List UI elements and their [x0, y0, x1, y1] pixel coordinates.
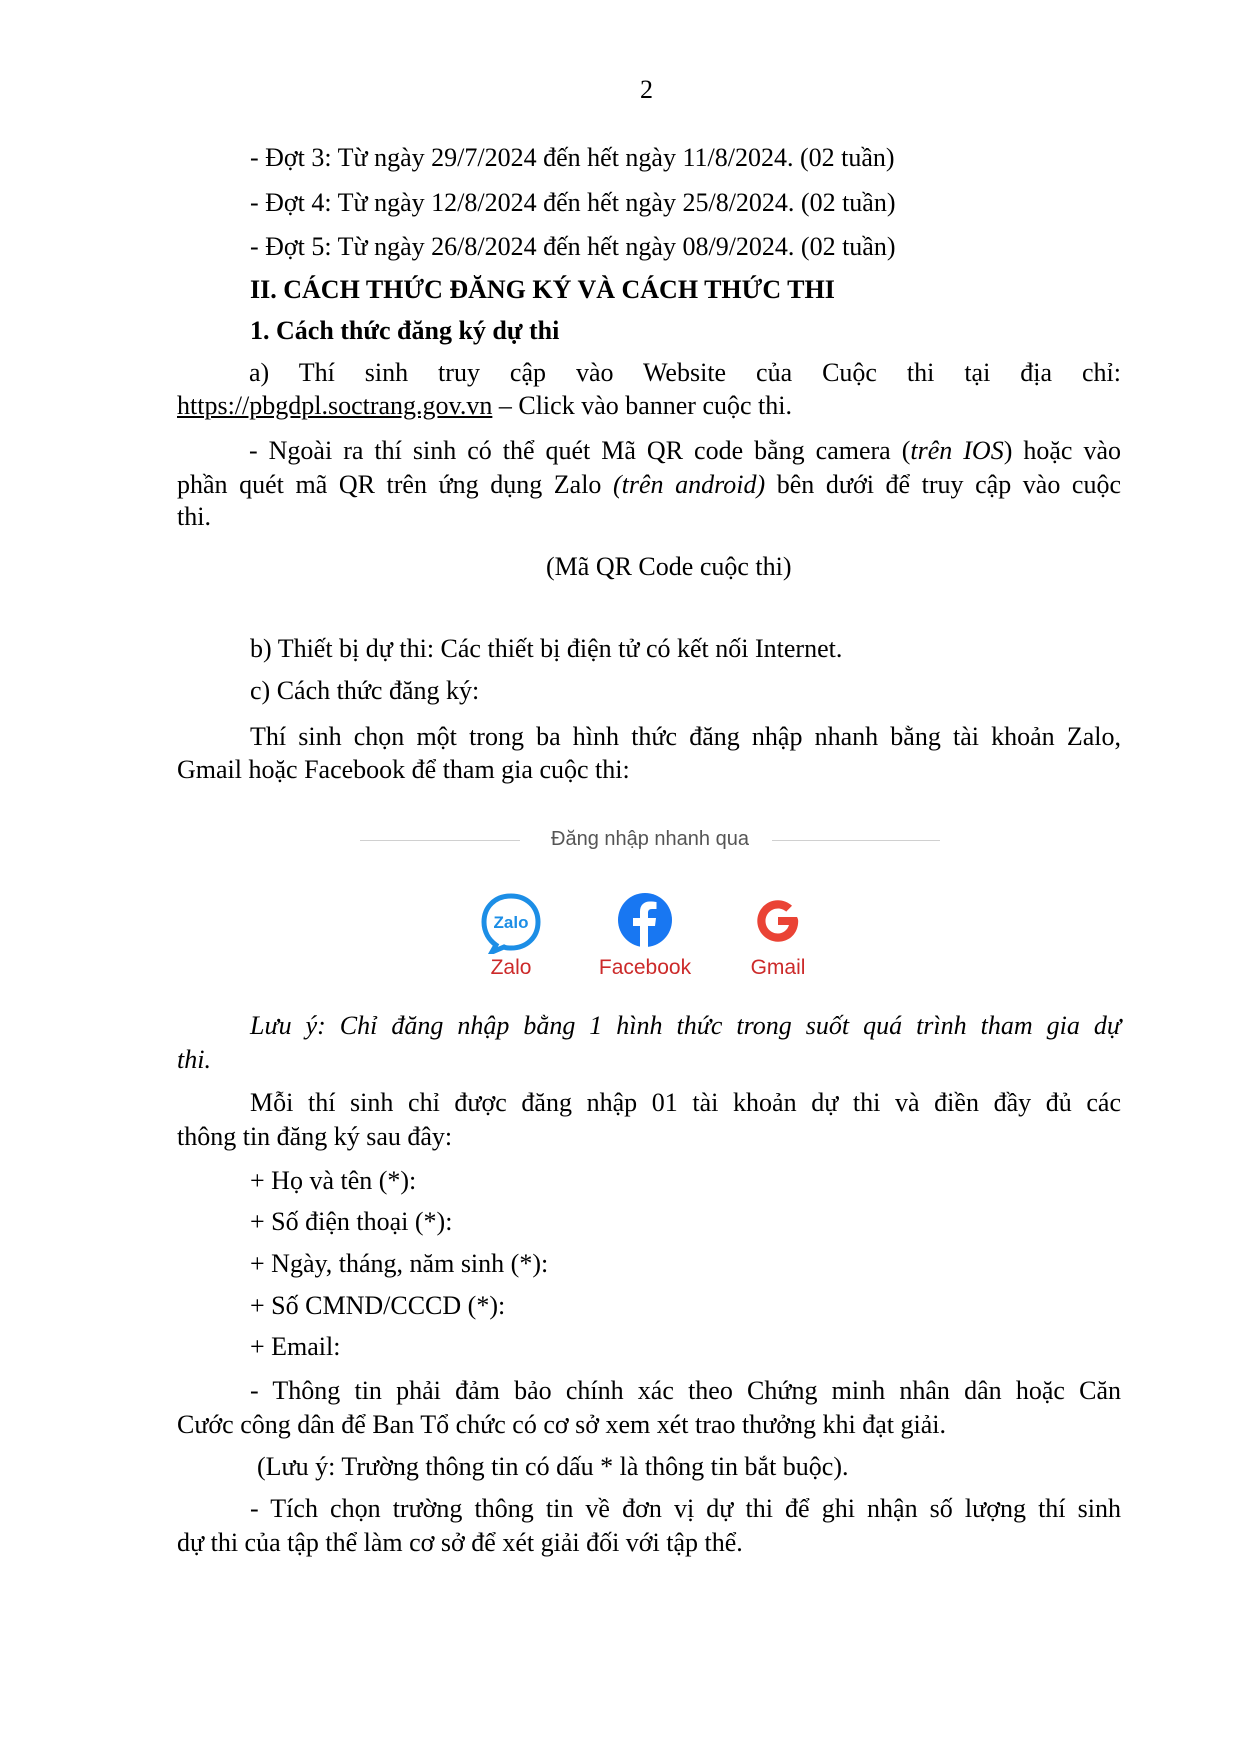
facebook-label[interactable]: Facebook — [598, 956, 692, 979]
field-email: + Email: — [250, 1332, 341, 1361]
para-a-line1: a) Thí sinh truy cập vào Website của Cuộc thi tại địa chỉ: — [249, 358, 1121, 387]
field-fullname: + Họ và tên (*): — [250, 1166, 417, 1195]
gmail-label[interactable]: Gmail — [750, 956, 806, 979]
note-login-line1: Lưu ý: Chỉ đăng nhập bằng 1 hình thức trong suốt quá trình tham gia dự — [250, 1011, 1121, 1040]
para-qr-line2: phần quét mã QR trên ứng dụng Zalo (trên android) bên dưới để truy cập vào cuộc — [177, 470, 1121, 499]
period-4: - Đợt 4: Từ ngày 12/8/2024 đến hết ngày 25/8/2024. (02 tuần) — [250, 188, 896, 217]
section-title: II. CÁCH THỨC ĐĂNG KÝ VÀ CÁCH THỨC THI — [250, 275, 835, 304]
website-link[interactable]: https://pbgdpl.soctrang.gov.vn — [177, 391, 493, 420]
para-login-line2: Gmail hoặc Facebook để tham gia cuộc thi: — [177, 755, 630, 784]
field-id-number: + Số CMND/CCCD (*): — [250, 1291, 506, 1320]
para-info-line2: Cước công dân để Ban Tổ chức có cơ sở xem xét trao thưởng khi đạt giải. — [177, 1410, 946, 1439]
quick-login-title: Đăng nhập nhanh qua — [551, 828, 749, 850]
para-c: c) Cách thức đăng ký: — [250, 676, 480, 705]
para-info-line1: - Thông tin phải đảm bảo chính xác theo Chứng minh nhân dân hoặc Căn — [250, 1376, 1121, 1405]
para-qr-line3: thi. — [177, 502, 211, 531]
para-login-line1: Thí sinh chọn một trong ba hình thức đăng nhập nhanh bằng tài khoản Zalo, — [250, 722, 1121, 751]
para-a-line2 — [177, 391, 792, 421]
para-unit-line1: - Tích chọn trường thông tin về đơn vị dự thi để ghi nhận số lượng thí sinh — [250, 1494, 1121, 1523]
para-account-line1: Mỗi thí sinh chỉ được đăng nhập 01 tài khoản dự thi và điền đầy đủ các — [250, 1088, 1121, 1117]
svg-text:Zalo: Zalo — [493, 913, 529, 932]
field-birthdate: + Ngày, tháng, năm sinh (*): — [250, 1249, 549, 1278]
page-number: 2 — [640, 75, 653, 104]
para-qr-line1: - Ngoài ra thí sinh có thể quét Mã QR code bằng camera (trên IOS) hoặc vào — [249, 436, 1121, 465]
zalo-icon[interactable] — [480, 892, 542, 954]
para-account-line2: thông tin đăng ký sau đây: — [177, 1122, 453, 1151]
quick-login-header — [360, 828, 940, 852]
period-5: - Đợt 5: Từ ngày 26/8/2024 đến hết ngày 08/9/2024. (02 tuần) — [250, 232, 896, 261]
subsection-title: 1. Cách thức đăng ký dự thi — [250, 316, 560, 345]
para-unit-line2: dự thi của tập thể làm cơ sở để xét giải đối với tập thể. — [177, 1528, 743, 1557]
para-b: b) Thiết bị dự thi: Các thiết bị điện tử có kết nối Internet. — [250, 634, 843, 663]
period-3: - Đợt 3: Từ ngày 29/7/2024 đến hết ngày 11/8/2024. (02 tuần) — [250, 143, 895, 172]
google-icon[interactable] — [752, 895, 804, 947]
note-required: (Lưu ý: Trường thông tin có dấu * là thông tin bắt buộc). — [257, 1452, 849, 1481]
zalo-label[interactable]: Zalo — [490, 956, 532, 979]
note-login-line2: thi. — [177, 1045, 211, 1074]
qr-caption: (Mã QR Code cuộc thi) — [546, 552, 792, 581]
para-a-rest: – Click vào banner cuộc thi. — [492, 391, 792, 420]
facebook-icon[interactable] — [617, 892, 673, 948]
field-phone: + Số điện thoại (*): — [250, 1207, 453, 1236]
